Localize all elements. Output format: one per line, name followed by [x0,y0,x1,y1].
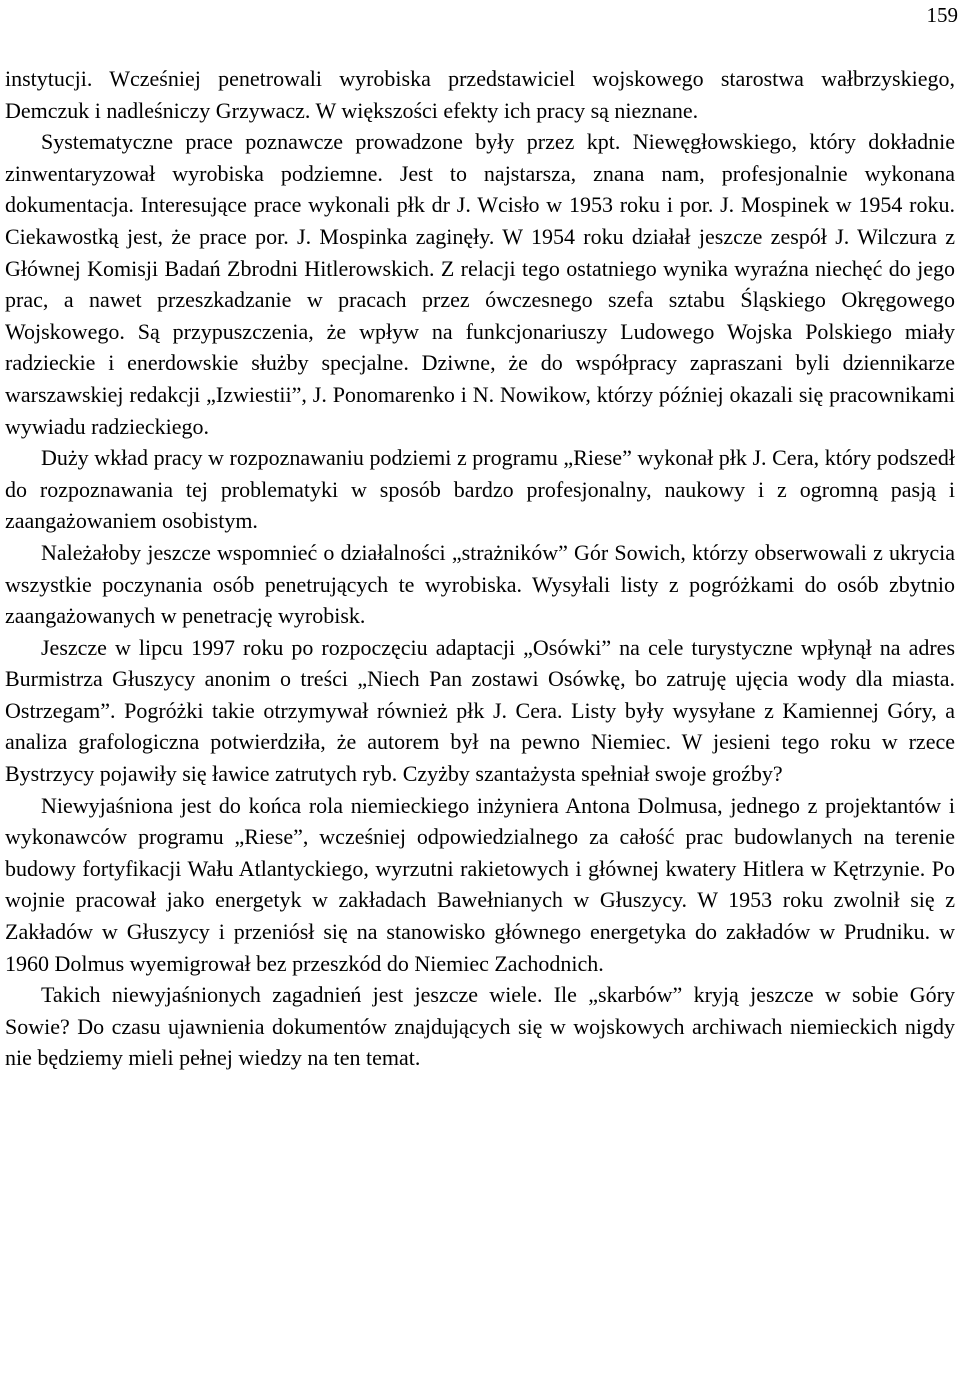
paragraph-2: Systematyczne prace poznawcze prowadzone były przez kpt. Niewęgłowskiego, który dokładnie zinwentaryzował wyrobiska podziemne. Jest to najstarsza, znana nam, profesjonalnie wykonana dokumentacja. Interesujące prace wykonali płk dr J. Wcisło w 1953 roku i por. J. Mospinek w 1954 roku. Ciekawostką jest, że prace por. J. Mospinka zaginęły. W 1954 roku działał jeszcze zespół J. Wilczura z Głównej Komisji Badań Zbrodni Hitlerowskich. Z relacji tego ostatniego wynika wyraźna niechęć do jego prac, a nawet przeszkadzanie w pracach przez ówczesnego szefa sztabu Śląskiego Okręgowego Wojskowego. Są przypuszczenia, że wpływ na funkcjonariuszy Ludowego Wojska Polskiego miały radzieckie i enerdowskie służby specjalne. Dziwne, że do współpracy zapraszani byli dziennikarze warszawskiej redakcji „Izwiestii”, J. Ponomarenko i N. Nowikow, którzy później okazali się pracownikami wywiadu radzieckiego. [5,129,955,439]
body-text [5,63,955,1074]
paragraph-6: Niewyjaśniona jest do końca rola niemieckiego inżyniera Antona Dolmusa, jednego z projektantów i wykonawców programu „Riese”, wcześniej odpowiedzialnego za całość prac budowlanych na terenie budowy fortyfikacji Wału Atlantyckiego, wyrzutni rakietowych i głównej kwatery Hitlera w Kętrzynie. Po wojnie pracował jako energetyk w zakładach Bawełnianych w Głuszycy. W 1953 roku zwolnił się z Zakładów w Głuszycy i przeniósł się na stanowisko głównego energetyka do zakładów w Prudniku. w 1960 Dolmus wyemigrował bez przeszkód do Niemiec Zachodnich. [5,792,955,976]
paragraph-5: Jeszcze w lipcu 1997 roku po rozpoczęciu adaptacji „Osówki” na cele turystyczne wpłynął na adres Burmistrza Głuszycy anonim o treści „Niech Pan zostawi Osówkę, bo zatruję ujęcia wody dla miasta. Ostrzegam”. Pogróżki takie otrzymywał również płk J. Cera. Listy były wysyłane z Kamiennej Góry, a analiza grafologiczna potwierdziła, że autorem był na pewno Niemiec. W jesieni tego roku w rzece Bystrzycy pojawiły się ławice zatrutych ryb. Czyżby szantażysta spełniał swoje groźby? [5,634,955,787]
page-number: 159 [926,3,958,27]
paragraph-1: instytucji. Wcześniej penetrowali wyrobiska przedstawiciel wojskowego starostwa wałbrzyskiego, Demczuk i nadleśniczy Grzywacz. W większości efekty ich pracy są nieznane. [5,66,955,123]
paragraph-4: Należałoby jeszcze wspomnieć o działalności „strażników” Gór Sowich, którzy obserwowali z ukrycia wszystkie poczynania osób penetrujących te wyrobiska. Wysyłali listy z pogróżkami do osób zbytnio zaangażowanych w penetrację wyrobisk. [5,539,955,629]
paragraph-3: Duży wkład pracy w rozpoznawaniu podziemi z programu „Riese” wykonał płk J. Cera, który podszedł do rozpoznawania tej problematyki w sposób bardzo profesjonalny, naukowy i z ogromną pasją i zaangażowaniem osobistym. [5,445,955,534]
paragraph-7: Takich niewyjaśnionych zagadnień jest jeszcze wiele. Ile „skarbów” kryją jeszcze w sobie Góry Sowie? Do czasu ujawnienia dokumentów znajdujących się w wojskowych archiwach niemieckich nigdy nie będziemy mieli pełnej wiedzy na ten temat. [5,982,955,1071]
